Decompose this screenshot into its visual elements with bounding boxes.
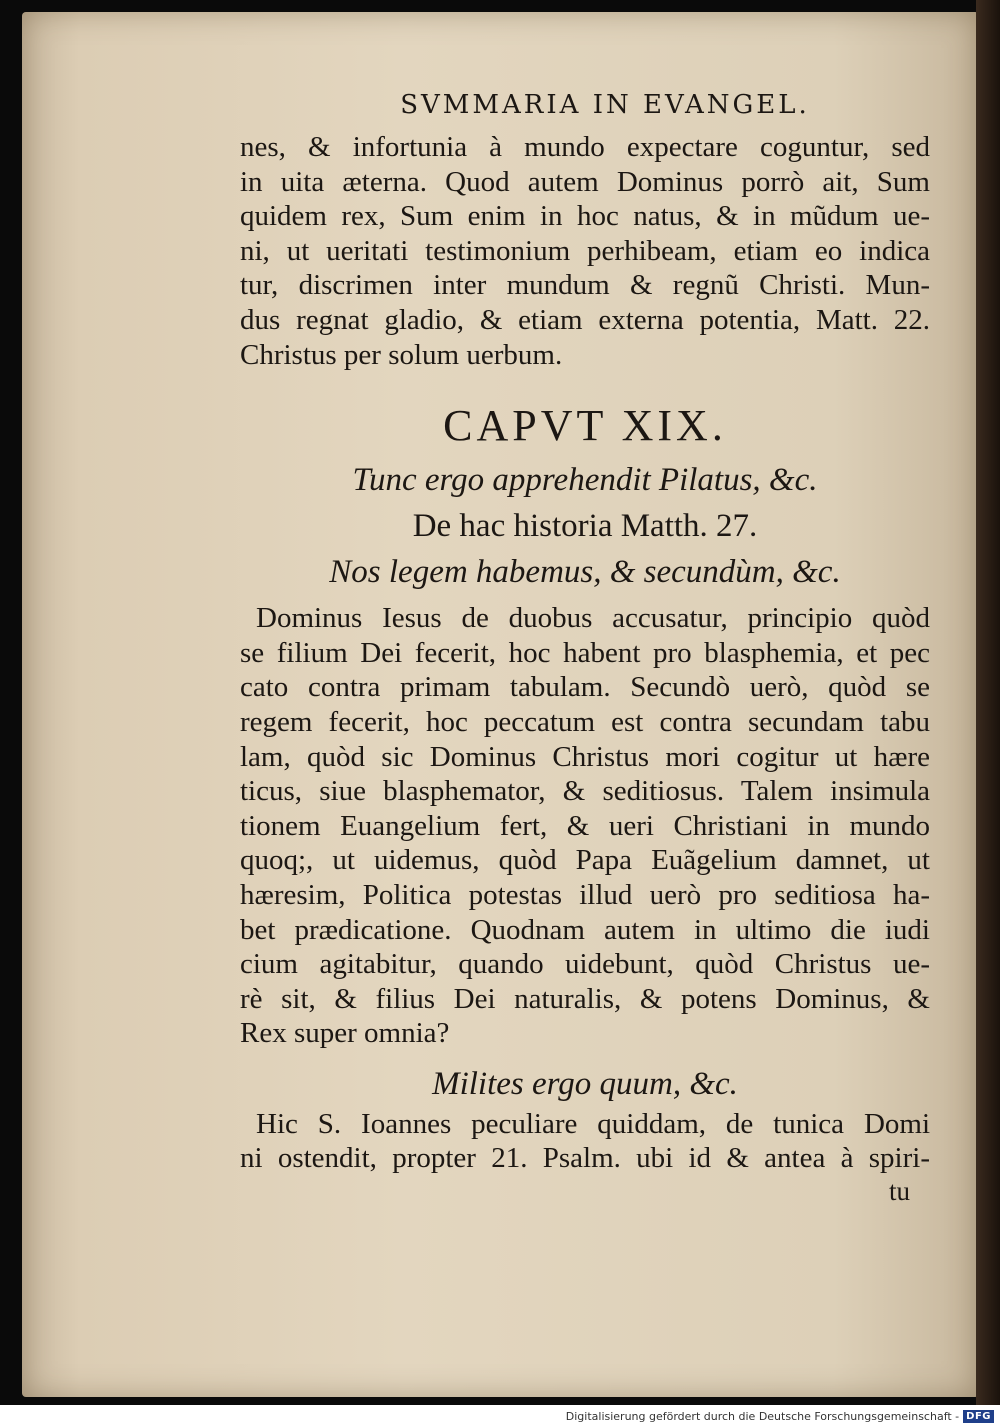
text-line: Hic S. Ioannes peculiare quiddam, de tunica Domi [256,1107,930,1140]
text-line: rè sit, & filius Dei naturalis, & potens Dominus, & [240,982,930,1015]
lemma-heading: Nos legem habemus, & secundùm, &c. [329,554,841,591]
digitization-credit [566,1407,994,1426]
chapter-title: CAPVT XIX. [443,401,727,451]
lemma-heading: Tunc ergo apprehendit Pilatus, &c. [352,462,818,499]
text-line: hæresim, Politica potestas illud uerò pro seditiosa ha- [240,878,930,911]
book-edge [976,0,1000,1405]
text-line: ni ostendit, propter 21. Psalm. ubi id & antea à spiri- [240,1142,930,1175]
paragraph-3 [240,1107,930,1176]
catchword: tu [888,1176,910,1207]
page-text [240,90,930,1207]
dfg-logo: DFG [963,1410,994,1423]
paragraph-2 [240,601,930,1051]
text-line: se filium Dei fecerit, hoc habent pro blasphemia, et pec [240,636,930,669]
text-line: Christus per solum uerbum. [240,338,563,371]
text-line: nes, & infortunia à mundo expectare coguntur, sed [240,131,930,163]
text-line: Dominus Iesus de duobus accusatur, principio quòd [256,602,930,635]
text-line: tur, discrimen inter mundum & regnũ Christi. Mun- [240,269,930,302]
text-line: in uita æterna. Quod autem Dominus porrò ait, Sum [240,165,930,198]
text-line: tionem Euangelium fert, & ueri Christiani in mundo [240,809,930,842]
text-line: Rex super omnia? [240,1017,450,1050]
text-line: cato contra primam tabulam. Secundò uerò, quòd se [240,671,930,704]
text-line: quoq;, ut uidemus, quòd Papa Euãgelium damnet, ut [240,844,930,877]
text-line: ni, ut ueritati testimonium perhibeam, etiam eo indica [240,234,930,267]
text-line: lam, quòd sic Dominus Christus mori cogitur ut hære [240,740,930,773]
text-line: dus regnat gladio, & etiam externa potentia, Matt. 22. [240,303,930,336]
text-line: regem fecerit, hoc peccatum est contra secundam tabu [240,705,930,738]
text-line: bet prædicatione. Quodnam autem in ultimo die iudi [240,913,930,946]
lemma-heading: Milites ergo quum, &c. [432,1065,738,1102]
text-line: ticus, siue blasphemator, & seditiosus. Talem insimula [240,775,930,808]
text-line: quidem rex, Sum enim in hoc natus, & in mũdum ue- [240,200,930,233]
text-line: cium agitabitur, quando uidebunt, quòd Christus ue- [240,948,930,981]
running-head: SVMMARIA IN EVANGEL. [400,90,810,120]
paragraph-1 [240,130,930,372]
reference-line: De hac historia Matth. 27. [412,508,758,545]
credit-text: Digitalisierung gefördert durch die Deutsche Forschungsgemeinschaft - [565,1410,960,1423]
